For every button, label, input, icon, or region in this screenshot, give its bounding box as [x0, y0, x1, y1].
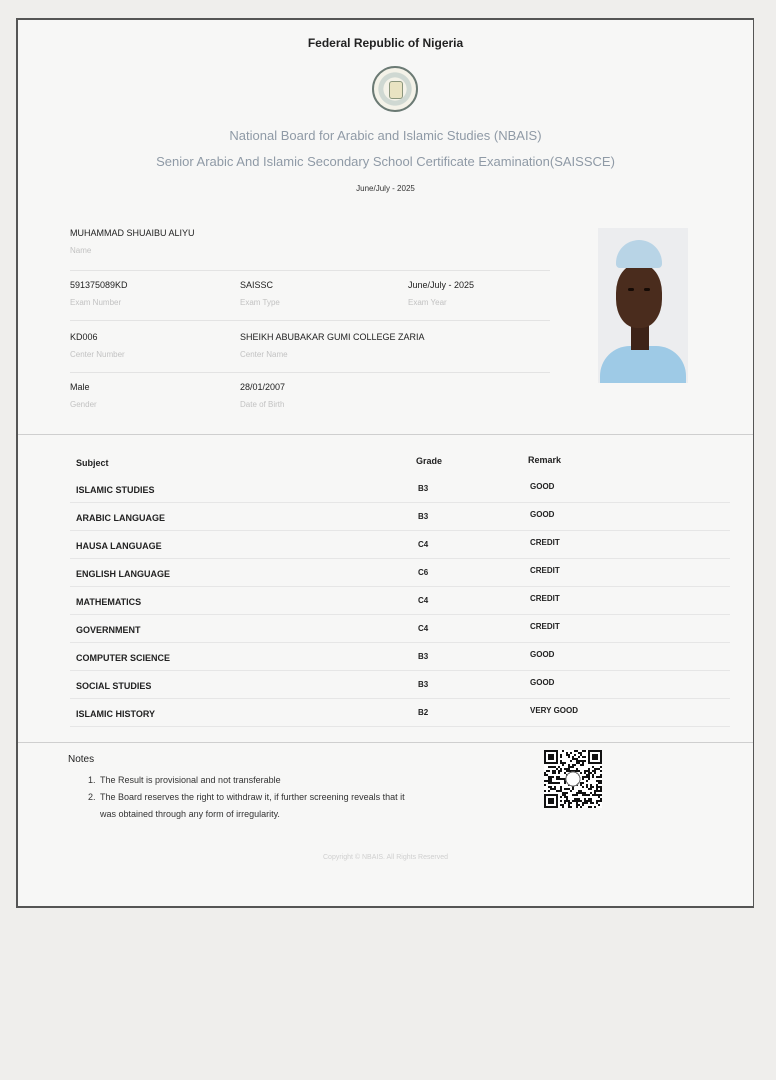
qr-code-icon: [544, 750, 602, 808]
row-divider: [70, 642, 730, 643]
exam-number: 591375089KD: [70, 280, 128, 290]
remark-cell: CREDIT: [530, 538, 560, 547]
remark-cell: GOOD: [530, 482, 555, 491]
exam-type-label: Exam Type: [240, 298, 280, 307]
subject-cell: HAUSA LANGUAGE: [76, 541, 162, 551]
grade-cell: C4: [418, 540, 429, 549]
center-number: KD006: [70, 332, 98, 342]
row-divider: [70, 614, 730, 615]
grade-cell: B3: [418, 484, 429, 493]
candidate-name-field: [70, 228, 195, 255]
date-of-birth-label: Date of Birth: [240, 400, 285, 409]
candidate-name-label: Name: [70, 246, 92, 255]
row-divider: [70, 502, 730, 503]
remark-cell: VERY GOOD: [530, 706, 579, 715]
grade-cell: C4: [418, 624, 429, 633]
subject-cell: GOVERNMENT: [76, 625, 141, 635]
grade-header: Grade: [416, 456, 443, 466]
row-divider: [70, 530, 730, 531]
grade-cell: B3: [418, 652, 429, 661]
subject-cell: ISLAMIC HISTORY: [76, 709, 156, 719]
center-name-field: [240, 332, 425, 359]
exam-year: June/July - 2025: [408, 280, 475, 290]
country-heading: Federal Republic of Nigeria: [307, 36, 464, 50]
row-divider: [70, 670, 730, 671]
center-name-label: Center Name: [240, 350, 288, 359]
divider-line: [70, 372, 550, 373]
subject-cell: ENGLISH LANGUAGE: [76, 569, 171, 579]
gender: Male: [70, 382, 90, 392]
note-item: 1. The Result is provisional and not transferable: [88, 775, 281, 785]
subject-cell: ISLAMIC STUDIES: [76, 485, 155, 495]
exam-year-field: [408, 280, 474, 307]
note-item: 2. The Board reserves the right to withdraw it, if further screening reveals that it was obtained through any form of irregularity.: [88, 792, 405, 819]
candidate-photo: [598, 228, 688, 383]
subject-header: Subject: [76, 458, 109, 468]
board-name: National Board for Arabic and Islamic Studies (NBAIS): [229, 128, 542, 143]
section-divider: [18, 742, 753, 743]
exam-year-label: Exam Year: [408, 298, 447, 307]
subject-cell: ARABIC LANGUAGE: [76, 513, 165, 523]
remark-cell: CREDIT: [530, 566, 560, 575]
grade-cell: C4: [418, 596, 429, 605]
subject-cell: SOCIAL STUDIES: [76, 681, 152, 691]
center-name: SHEIKH ABUBAKAR GUMI COLLEGE ZARIA: [240, 332, 425, 342]
candidate-name: MUHAMMAD SHUAIBU ALIYU: [70, 228, 195, 238]
copyright-text: Copyright © NBAIS. All Rights Reserved: [323, 854, 448, 861]
exam-session: June/July - 2025: [356, 184, 415, 193]
subject-cell: MATHEMATICS: [76, 597, 142, 607]
remark-cell: CREDIT: [530, 594, 560, 603]
remark-cell: GOOD: [530, 678, 555, 687]
result-sheet: [16, 18, 754, 908]
center-number-label: Center Number: [70, 350, 125, 359]
notes-list: [88, 772, 408, 823]
center-number-field: [70, 332, 125, 359]
gender-field: [70, 382, 97, 409]
exam-type-field: [240, 280, 280, 307]
date-of-birth: 28/01/2007: [240, 382, 286, 392]
grade-cell: B3: [418, 512, 429, 521]
exam-number-label: Exam Number: [70, 298, 122, 307]
dob-field: [240, 382, 285, 409]
exam-title: Senior Arabic And Islamic Secondary School Certificate Examination(SAISSCE): [156, 154, 615, 169]
remark-cell: GOOD: [530, 650, 555, 659]
row-divider: [70, 726, 730, 727]
gender-label: Gender: [70, 400, 97, 409]
exam-number-field: [70, 280, 128, 307]
remark-cell: GOOD: [530, 510, 555, 519]
row-divider: [70, 698, 730, 699]
grade-cell: B3: [418, 680, 429, 689]
subject-cell: COMPUTER SCIENCE: [76, 653, 171, 663]
section-divider: [18, 434, 753, 435]
remark-header: Remark: [528, 455, 562, 465]
divider-line: [70, 270, 550, 271]
exam-type: SAISSC: [240, 280, 274, 290]
grade-cell: C6: [418, 568, 429, 577]
board-seal-icon: [372, 66, 418, 112]
divider-line: [70, 320, 550, 321]
row-divider: [70, 586, 730, 587]
notes-title: Notes: [68, 754, 95, 765]
row-divider: [70, 558, 730, 559]
grade-cell: B2: [418, 708, 429, 717]
remark-cell: CREDIT: [530, 622, 560, 631]
